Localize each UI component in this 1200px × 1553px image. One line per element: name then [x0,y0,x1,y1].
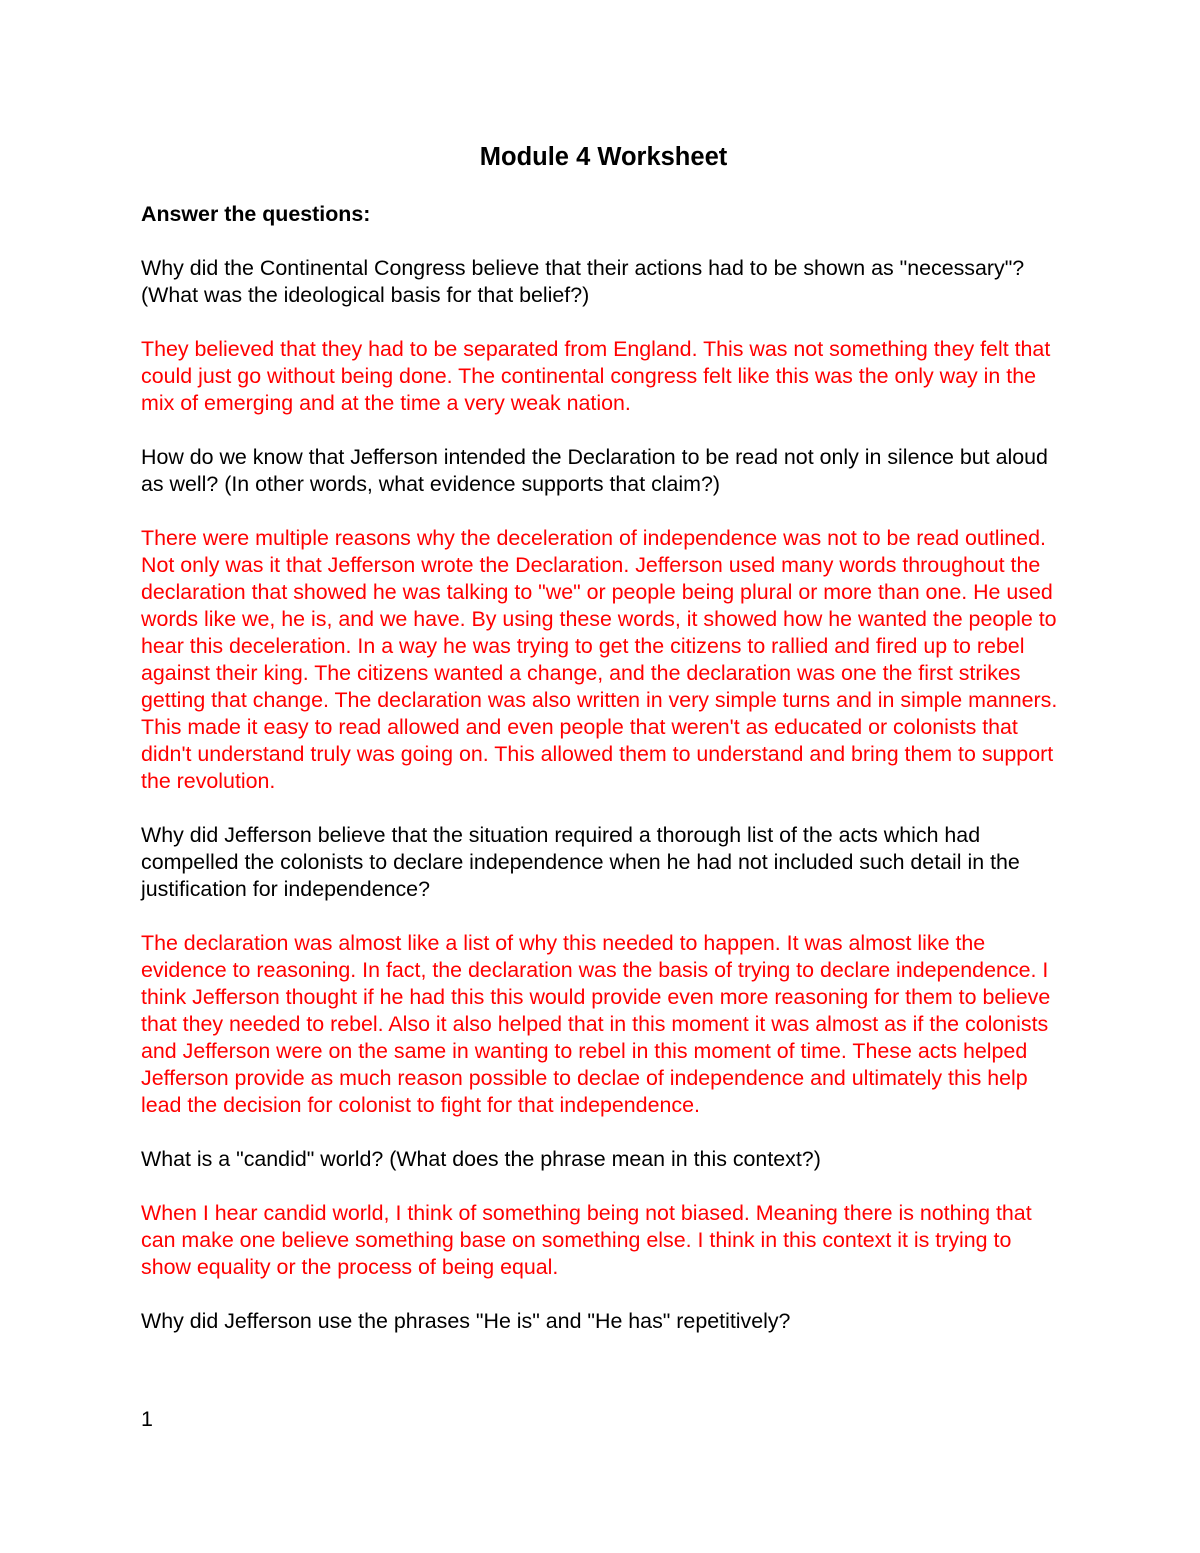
answer-2: There were multiple reasons why the deceleration of independence was not to be read outlined. Not only was it that Jefferson wrote the Declaration. Jefferson used many words throughout the declaration that showed he was talking to "we" or people being plural or more than one. He used words like we, he is, and we have. By using these words, it showed how he wanted the people to hear this deceleration. In a way he was trying to get the citizens to rallied and fired up to rebel against their king. The citizens wanted a change, and the declaration was one the first strikes getting that change. The declaration was also written in very simple turns and in simple manners. This made it easy to read allowed and even people that weren't as educated or colonists that didn't understand truly was going on. This allowed them to understand and bring them to support the revolution. [141,526,1058,793]
question-1: Why did the Continental Congress believe that their actions had to be shown as "necessary"? (What was the ideological basis for that belief?) [141,256,1025,307]
page-number: 1 [141,1407,153,1431]
page-title: Module 4 Worksheet [479,143,728,171]
question-3: Why did Jefferson believe that the situation required a thorough list of the acts which had compelled the colonists to declare independence when he had not included such detail in the justification for independence? [141,823,1020,901]
page-content [141,140,1066,1362]
instructions-heading: Answer the questions: [141,202,371,226]
answer-4: When I hear candid world, I think of something being not biased. Meaning there is nothing that can make one believe something base on something else. I think in this context it is trying to show equality or the process of being equal. [141,1201,1032,1279]
question-5: Why did Jefferson use the phrases "He is" and "He has" repetitively? [141,1309,791,1333]
question-4: What is a "candid" world? (What does the phrase mean in this context?) [141,1147,821,1171]
question-2: How do we know that Jefferson intended the Declaration to be read not only in silence but aloud as well? (In other words, what evidence supports that claim?) [141,445,1048,496]
answer-3: The declaration was almost like a list of why this needed to happen. It was almost like the evidence to reasoning. In fact, the declaration was the basis of trying to declare independence. I think Jefferson thought if he had this this would provide even more reasoning for them to believe that they needed to rebel. Also it also helped that in this moment it was almost as if the colonists and Jefferson were on the same in wanting to rebel in this moment of time. These acts helped Jefferson provide as much reason possible to declae of independence and ultimately this help lead the decision for colonist to fight for that independence. [141,931,1051,1117]
answer-1: They believed that they had to be separated from England. This was not something they felt that could just go without being done. The continental congress felt like this was the only way in the mix of emerging and at the time a very weak nation. [141,337,1051,415]
